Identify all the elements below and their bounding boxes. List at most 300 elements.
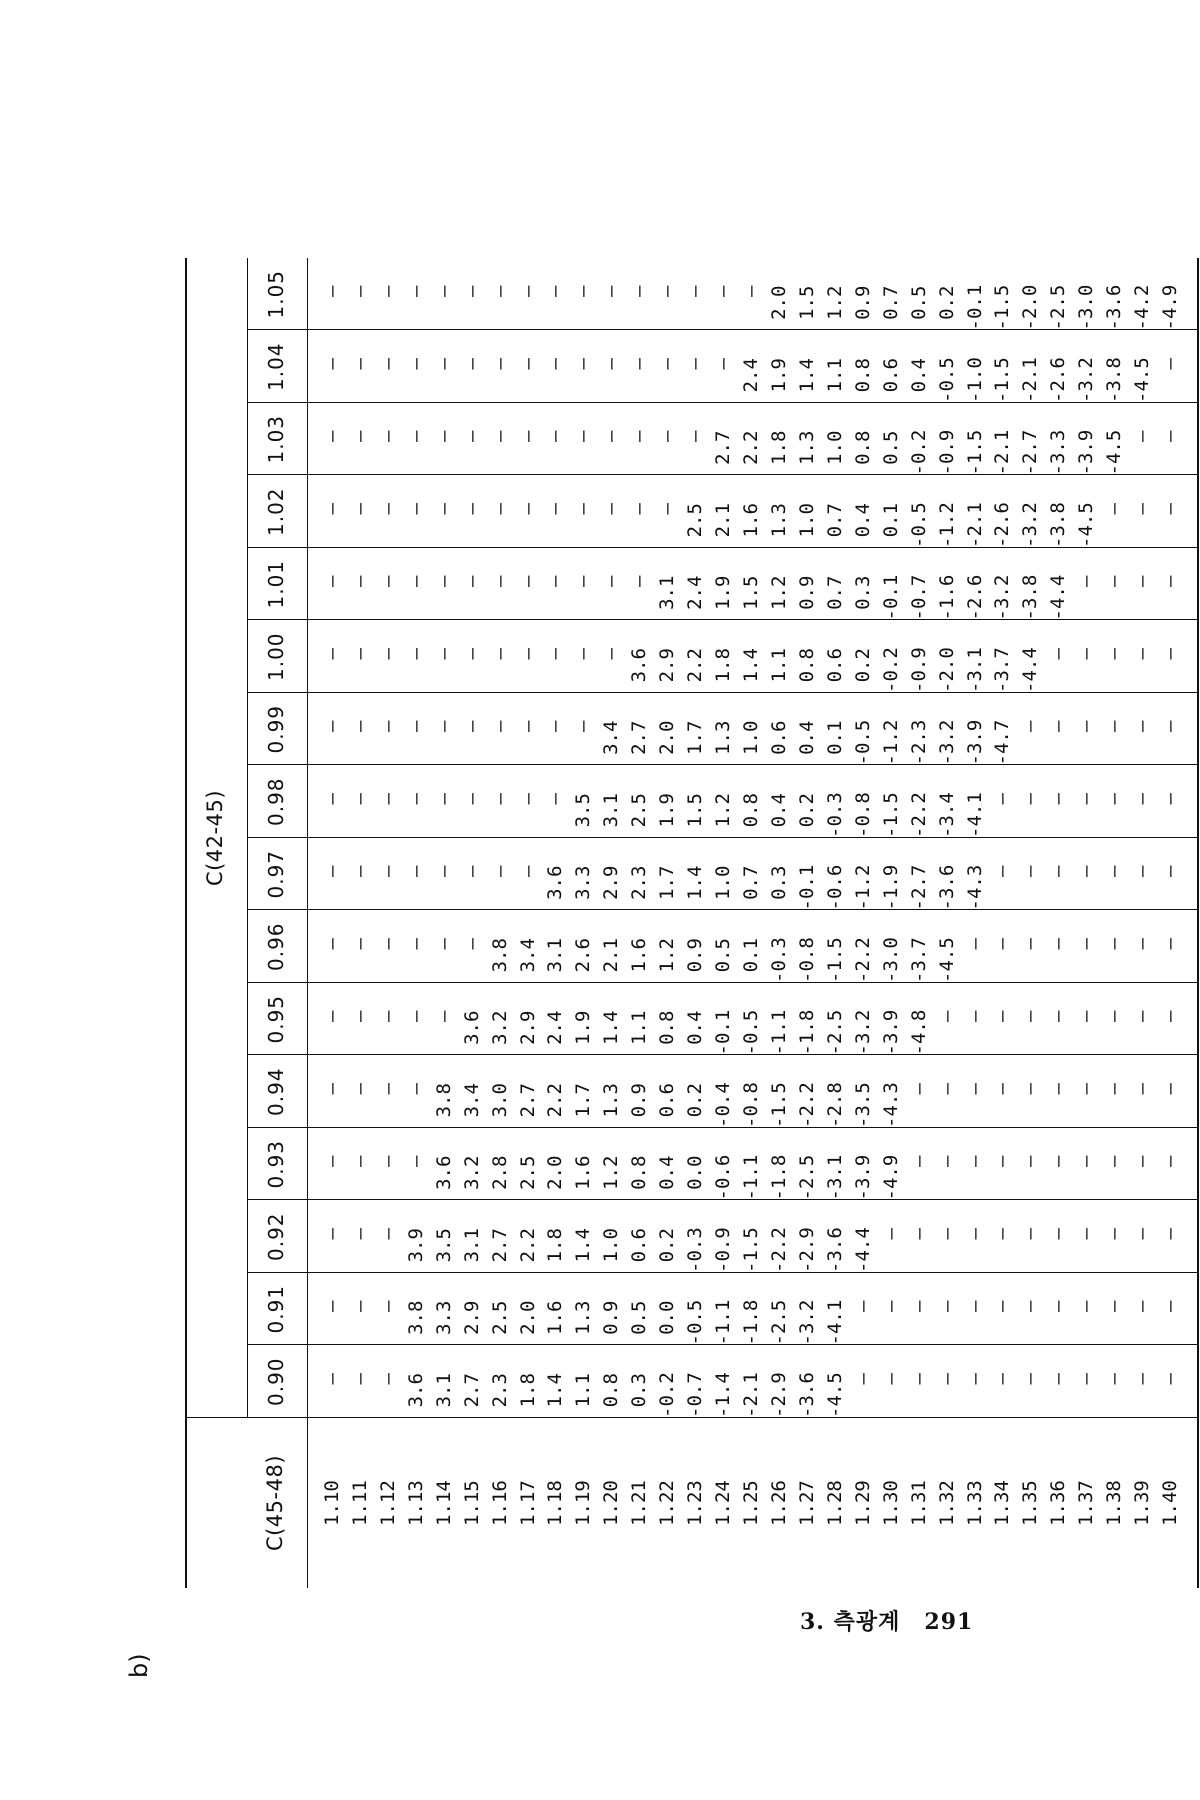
table-cell: -3.9 — [851, 1154, 874, 1201]
table-cell: — — [488, 865, 511, 878]
table-cell: 3.1 — [432, 1373, 455, 1408]
table-cell: -4.1 — [963, 792, 986, 838]
row-label: 1.10 — [321, 1480, 343, 1526]
table-cell: — — [1103, 575, 1126, 588]
table-cell: — — [488, 503, 511, 515]
table-cell: 3.9 — [404, 1228, 427, 1263]
table-cell: 0.9 — [795, 575, 818, 610]
table-cell: 0.6 — [767, 720, 790, 755]
table-cell: -1.1 — [712, 1299, 735, 1346]
table-cell: 0.1 — [823, 720, 846, 755]
table-cell: -1.5 — [823, 937, 846, 983]
table-cell: — — [1159, 720, 1182, 733]
table-cell: — — [544, 720, 567, 733]
row-label: 1.31 — [907, 1480, 930, 1526]
table-cell: 3.1 — [600, 793, 623, 828]
table-cell: — — [1159, 648, 1182, 660]
table-cell: — — [935, 1228, 958, 1240]
table-cell: 1.1 — [572, 1373, 595, 1408]
table-cell: — — [488, 285, 511, 298]
table-cell: 0.4 — [795, 720, 818, 755]
table-cell: 3.4 — [516, 938, 539, 973]
table-cell: — — [600, 648, 623, 660]
table-cell: — — [1159, 938, 1182, 950]
table-cell: 3.8 — [488, 938, 511, 973]
table-cell: — — [712, 358, 735, 370]
page-number: 291 — [924, 1609, 974, 1635]
table-cell: — — [1075, 575, 1098, 588]
table-cell: -4.9 — [879, 1154, 902, 1201]
table-cell: -2.9 — [795, 1227, 818, 1273]
table-cell: -0.7 — [684, 1372, 707, 1418]
table-cell: — — [516, 865, 539, 878]
table-cell: -0.1 — [795, 864, 818, 911]
rotated-page — [125, 148, 1185, 1678]
column-header: 1.04 — [264, 342, 288, 392]
table-cell: — — [1103, 793, 1126, 805]
table-cell: — — [348, 938, 371, 950]
column-header: 0.96 — [264, 922, 288, 972]
table-cell: — — [321, 938, 343, 950]
table-cell: -3.1 — [823, 1154, 846, 1201]
column-header: 0.94 — [264, 1067, 288, 1117]
table-cell: 0.5 — [628, 1300, 651, 1335]
table-cell: — — [404, 793, 427, 805]
table-cell: — — [321, 1300, 343, 1313]
table-cell: — — [1103, 720, 1126, 733]
table-cell: 2.8 — [488, 1155, 511, 1190]
table-cell: — — [516, 430, 539, 443]
table-cell: -2.3 — [907, 719, 930, 766]
table-cell: — — [1159, 503, 1182, 515]
table-cell: 0.7 — [740, 865, 763, 900]
table-cell: — — [1159, 793, 1182, 805]
table-cell: — — [991, 1010, 1014, 1023]
table-cell: -2.2 — [907, 792, 930, 838]
table-cell: — — [376, 1083, 399, 1095]
table-cell: — — [572, 648, 595, 660]
table-cell: -0.8 — [795, 937, 818, 983]
table-cell: — — [712, 285, 735, 298]
row-label: 1.35 — [1019, 1480, 1042, 1526]
table-cell: — — [460, 358, 483, 370]
table-cell: -2.7 — [907, 864, 930, 911]
table-cell: 3.5 — [572, 793, 595, 828]
table-cell: — — [991, 865, 1014, 878]
table-cell: — — [1047, 938, 1070, 950]
table-cell: — — [376, 720, 399, 733]
column-header: 0.93 — [264, 1139, 288, 1189]
table-cell: -2.2 — [851, 937, 874, 983]
table-cell: 0.2 — [684, 1083, 707, 1118]
table-cell: 2.5 — [516, 1155, 539, 1190]
table-cell: -1.5 — [991, 284, 1014, 331]
table-cell: — — [404, 1083, 427, 1095]
row-label: 1.25 — [740, 1480, 763, 1526]
table-cell: — — [740, 285, 763, 298]
table-cell: — — [348, 720, 371, 733]
table-cell: — — [348, 1010, 371, 1023]
table-cell: — — [1019, 938, 1042, 950]
table-cell: — — [544, 503, 567, 515]
table-cell: — — [628, 285, 651, 298]
table-cell: — — [348, 793, 371, 805]
table-cell: — — [432, 358, 455, 370]
table-cell: 2.5 — [488, 1300, 511, 1335]
table-cell: 3.2 — [460, 1155, 483, 1190]
table-cell: -1.5 — [963, 429, 986, 476]
table-cell: -2.1 — [963, 502, 986, 548]
table-cell: -3.0 — [879, 937, 902, 983]
table-cell: — — [404, 1010, 427, 1023]
table-cell: — — [432, 648, 455, 660]
table-cell: 1.0 — [740, 720, 763, 755]
row-label: 1.16 — [488, 1480, 511, 1526]
row-axis-label: C(45-48) — [263, 1454, 287, 1552]
row-label: 1.14 — [432, 1480, 455, 1526]
table-cell: -4.2 — [1131, 284, 1154, 331]
row-label: 1.20 — [600, 1480, 623, 1526]
table-cell: — — [1131, 648, 1154, 660]
table-cell: 2.0 — [656, 720, 679, 755]
column-header: 1.02 — [264, 487, 288, 537]
table-cell: 1.2 — [767, 575, 790, 610]
table-cell: — — [1103, 1010, 1126, 1023]
table-cell: -0.5 — [684, 1299, 707, 1346]
table-cell: 1.0 — [712, 865, 735, 900]
table-cell: 0.1 — [740, 938, 763, 973]
table-cell: — — [1075, 1373, 1098, 1385]
table-cell: — — [516, 358, 539, 370]
table-cell: — — [544, 358, 567, 370]
table-cell: — — [991, 938, 1014, 950]
row-label: 1.23 — [684, 1480, 707, 1526]
table-cell: — — [460, 793, 483, 805]
table-cell: -3.6 — [823, 1227, 846, 1273]
table-cell: — — [991, 1155, 1014, 1168]
table-cell: — — [1103, 503, 1126, 515]
table-cell: 1.5 — [684, 793, 707, 828]
table-cell: -0.6 — [712, 1154, 735, 1201]
table-cell: — — [1159, 1228, 1182, 1240]
table-cell: 3.1 — [544, 938, 567, 973]
table-cell: — — [1047, 1155, 1070, 1168]
table-cell: 3.4 — [600, 720, 623, 755]
table-cell: — — [1019, 793, 1042, 805]
column-header: 0.91 — [264, 1284, 288, 1334]
table-cell: — — [321, 358, 343, 370]
table-cell: — — [1019, 1300, 1042, 1313]
table-cell: — — [1019, 720, 1042, 733]
table-cell: 3.1 — [656, 575, 679, 610]
table-cell: — — [321, 1373, 343, 1385]
table-cell: 0.7 — [823, 575, 846, 610]
table-cell: — — [628, 430, 651, 443]
table-cell: 2.9 — [656, 648, 679, 683]
table-cell: -2.0 — [1019, 284, 1042, 331]
row-label: 1.12 — [376, 1480, 399, 1526]
table-cell: 0.9 — [851, 285, 874, 320]
table-cell: — — [991, 1083, 1014, 1095]
table-cell: -0.8 — [740, 1082, 763, 1128]
table-cell: -0.8 — [851, 792, 874, 838]
row-label: 1.38 — [1103, 1480, 1126, 1526]
table-cell: — — [376, 865, 399, 878]
table-cell: 0.4 — [767, 793, 790, 828]
table-cell: — — [963, 1010, 986, 1023]
table-cell: 0.8 — [851, 358, 874, 393]
table-cell: -3.8 — [1103, 357, 1126, 403]
table-cell: 1.3 — [712, 720, 735, 755]
table-cell: 1.7 — [684, 720, 707, 755]
table-cell: — — [432, 503, 455, 515]
table-cell: 3.3 — [432, 1300, 455, 1335]
table-cell: 2.4 — [684, 575, 707, 610]
table-cell: -0.3 — [684, 1227, 707, 1273]
table-cell: — — [460, 865, 483, 878]
column-header: 0.99 — [264, 704, 288, 754]
row-label: 1.40 — [1159, 1480, 1182, 1526]
table-cell: 0.9 — [684, 938, 707, 973]
table-cell: -2.5 — [795, 1154, 818, 1201]
table-cell: -2.2 — [767, 1227, 790, 1273]
table-cell: -4.3 — [879, 1082, 902, 1128]
row-label: 1.26 — [767, 1480, 790, 1526]
table-cell: 0.2 — [851, 648, 874, 683]
table-cell: 1.3 — [767, 503, 790, 538]
table-cell: -3.2 — [1019, 502, 1042, 548]
table-cell: — — [488, 358, 511, 370]
column-header: 0.92 — [264, 1212, 288, 1262]
table-cell: — — [321, 793, 343, 805]
table-cell: -3.0 — [1075, 284, 1098, 331]
table-cell: — — [1159, 1010, 1182, 1023]
table-cell: — — [404, 1155, 427, 1168]
table-cell: — — [963, 1083, 986, 1095]
header-divider — [307, 258, 308, 1588]
table-cell: 0.5 — [712, 938, 735, 973]
column-header: 0.90 — [264, 1357, 288, 1407]
table-cell: — — [1131, 1010, 1154, 1023]
column-header: 0.98 — [264, 777, 288, 827]
table-cell: -0.6 — [823, 864, 846, 911]
table-cell: — — [1019, 1083, 1042, 1095]
table-cell: — — [321, 1155, 343, 1168]
table-cell: -2.9 — [767, 1372, 790, 1418]
table-cell: — — [1075, 1300, 1098, 1313]
table-cell: -0.2 — [879, 647, 902, 693]
table-cell: — — [488, 720, 511, 733]
table-cell: — — [1131, 430, 1154, 443]
table-cell: -0.7 — [907, 574, 930, 621]
table-cell: 1.3 — [600, 1083, 623, 1118]
table-cell: 1.3 — [795, 430, 818, 465]
table-cell: — — [1019, 1010, 1042, 1023]
table-cell: 1.6 — [544, 1300, 567, 1335]
table-cell: — — [348, 430, 371, 443]
table-cell: — — [488, 430, 511, 443]
table-cell: — — [1159, 1155, 1182, 1168]
table-cell: — — [600, 503, 623, 515]
table-cell: -4.5 — [935, 937, 958, 983]
column-header: 1.05 — [264, 269, 288, 319]
table-cell: -3.6 — [1103, 284, 1126, 331]
table-cell: — — [376, 1373, 399, 1385]
table-cell: -3.7 — [907, 937, 930, 983]
table-cell: — — [321, 1228, 343, 1240]
table-cell: — — [963, 1373, 986, 1385]
table-cell: 3.6 — [432, 1155, 455, 1190]
table-cell: — — [1103, 1300, 1126, 1313]
column-header: 1.00 — [264, 632, 288, 682]
row-label: 1.32 — [935, 1480, 958, 1526]
table-cell: — — [1047, 1300, 1070, 1313]
table-cell: -2.6 — [1047, 357, 1070, 403]
row-label: 1.33 — [963, 1480, 986, 1526]
table-cell: — — [544, 575, 567, 588]
table-cell: 1.2 — [712, 793, 735, 828]
table-cell: 1.4 — [684, 865, 707, 900]
table-cell: 3.3 — [572, 865, 595, 900]
table-cell: -2.2 — [795, 1082, 818, 1128]
table-cell: — — [1131, 1228, 1154, 1240]
table-cell: 0.3 — [851, 575, 874, 610]
table-cell: 2.4 — [544, 1010, 567, 1045]
table-cell: — — [432, 285, 455, 298]
table-cell: — — [460, 648, 483, 660]
row-label: 1.13 — [404, 1480, 427, 1526]
table-cell: 0.9 — [600, 1300, 623, 1335]
row-label: 1.24 — [712, 1480, 735, 1526]
table-cell: -2.8 — [823, 1082, 846, 1128]
table-cell: 1.2 — [823, 285, 846, 320]
table-cell: — — [600, 285, 623, 298]
table-cell: — — [1131, 1155, 1154, 1168]
table-cell: 2.1 — [712, 503, 735, 538]
column-header: 1.01 — [264, 559, 288, 609]
table-cell: — — [572, 720, 595, 733]
row-label: 1.27 — [795, 1480, 818, 1526]
table-cell: 1.5 — [740, 575, 763, 610]
table-cell: 0.5 — [879, 430, 902, 465]
table-cell: 0.8 — [851, 430, 874, 465]
table-cell: -0.1 — [963, 284, 986, 331]
table-cell: — — [376, 793, 399, 805]
table-cell: — — [460, 503, 483, 515]
table-cell: 1.8 — [767, 430, 790, 465]
table-cell: 1.9 — [712, 575, 735, 610]
table-cell: — — [1131, 1083, 1154, 1095]
table-cell: — — [432, 1010, 455, 1023]
table-cell: -2.6 — [963, 574, 986, 621]
row-label: 1.30 — [879, 1480, 902, 1526]
table-cell: 1.6 — [572, 1155, 595, 1190]
table-cell: — — [1159, 430, 1182, 443]
table-cell: — — [348, 285, 371, 298]
table-cell: — — [321, 430, 343, 443]
table-cell: — — [1131, 720, 1154, 733]
table-cell: 1.3 — [572, 1300, 595, 1335]
table-cell: — — [460, 720, 483, 733]
table-cell: 1.5 — [795, 285, 818, 320]
table-cell: — — [572, 358, 595, 370]
table-cell: -3.9 — [879, 1009, 902, 1056]
table-cell: 1.0 — [600, 1228, 623, 1263]
table-cell: — — [348, 358, 371, 370]
table-cell: — — [488, 793, 511, 805]
table-cell: — — [991, 1373, 1014, 1385]
table-cell: — — [376, 1155, 399, 1168]
table-cell: — — [963, 1155, 986, 1168]
table-cell: — — [1075, 648, 1098, 660]
table-cell: -0.5 — [851, 719, 874, 766]
table-cell: — — [1075, 793, 1098, 805]
table-cell: -2.7 — [1019, 429, 1042, 476]
row-label: 1.34 — [991, 1480, 1014, 1526]
table-cell: — — [684, 285, 707, 298]
table-cell: 1.6 — [628, 938, 651, 973]
table-cell: 0.2 — [656, 1228, 679, 1263]
row-label: 1.17 — [516, 1480, 539, 1526]
table-cell: — — [460, 285, 483, 298]
table-cell: 0.8 — [740, 793, 763, 828]
row-label: 1.39 — [1131, 1480, 1154, 1526]
table-cell: -0.5 — [907, 502, 930, 548]
table-cell: — — [1019, 1373, 1042, 1385]
table-cell: -0.3 — [823, 792, 846, 838]
table-cell: -0.9 — [935, 429, 958, 476]
table-cell: — — [572, 430, 595, 443]
table-cell: — — [907, 1155, 930, 1168]
table-cell: — — [684, 358, 707, 370]
table-cell: 1.8 — [516, 1373, 539, 1408]
table-cell: — — [516, 575, 539, 588]
table-cell: -0.9 — [712, 1227, 735, 1273]
table-cell: — — [1019, 1155, 1042, 1168]
section-title: 3. 측광계 — [800, 1609, 901, 1635]
table-cell: — — [321, 865, 343, 878]
table-cell: 0.0 — [684, 1155, 707, 1190]
table-cell: -1.9 — [879, 864, 902, 911]
table-cell: — — [1047, 1083, 1070, 1095]
table-cell: 2.2 — [516, 1228, 539, 1263]
table-cell: — — [348, 1300, 371, 1313]
table-cell: 0.4 — [684, 1010, 707, 1045]
table-cell: — — [321, 648, 343, 660]
table-cell: -0.9 — [907, 647, 930, 693]
table-cell: — — [376, 1228, 399, 1240]
table-cell: 1.4 — [795, 358, 818, 393]
table-cell: — — [628, 503, 651, 515]
table-cell: 1.4 — [740, 648, 763, 683]
table-cell: 3.8 — [432, 1083, 455, 1118]
table-cell: — — [1047, 648, 1070, 660]
table-cell: -2.6 — [991, 502, 1014, 548]
row-label: 1.37 — [1075, 1480, 1098, 1526]
table-cell: -0.2 — [907, 429, 930, 476]
table-cell: — — [1159, 865, 1182, 878]
table-cell: — — [432, 720, 455, 733]
table-cell: — — [907, 1228, 930, 1240]
column-header: 0.97 — [264, 849, 288, 899]
table-cell: — — [907, 1300, 930, 1313]
table-cell: -3.9 — [1075, 429, 1098, 476]
table-cell: — — [1075, 1155, 1098, 1168]
table-cell: -1.8 — [767, 1154, 790, 1201]
table-cell: -1.8 — [740, 1299, 763, 1346]
table-cell: — — [432, 575, 455, 588]
table-cell: -1.1 — [740, 1154, 763, 1201]
